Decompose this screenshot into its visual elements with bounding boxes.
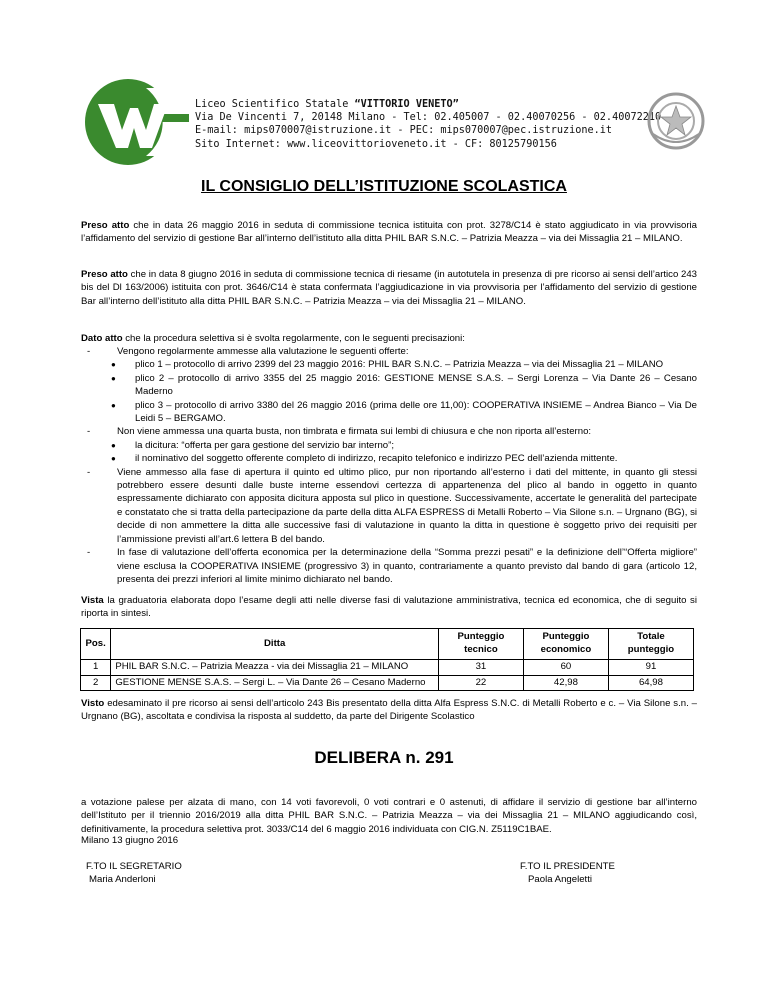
cell-pos: 2 bbox=[81, 675, 111, 691]
dash-marker: - bbox=[87, 346, 91, 357]
list-item-text: Non viene ammessa una quarta busta, non timbrata e firmata sui lembi di chiusura e che non riporta all’esterno: bbox=[117, 426, 592, 438]
bullet-item: ● plico 3 – protocollo di arrivo 3380 del 26 maggio 2016 (prima delle ore 11,00): COOPERATIVA INSIEME – Andrea Bianco – Via De Leidi 5 – BERGAMO. bbox=[111, 399, 697, 425]
table-header-row bbox=[81, 629, 694, 660]
list-item bbox=[81, 466, 697, 546]
school-name: “VITTORIO VENETO” bbox=[354, 99, 459, 110]
paragraph-dato-atto bbox=[81, 332, 697, 345]
cell-pos: 1 bbox=[81, 660, 111, 676]
lead-preso-atto: Preso atto bbox=[81, 269, 128, 280]
list-item bbox=[81, 425, 697, 438]
cell-economico: 60 bbox=[523, 660, 608, 676]
paragraph-vista bbox=[81, 594, 697, 621]
paragraph-visto bbox=[81, 697, 697, 724]
paragraph-text: la graduatoria elaborata dopo l’esame degli atti nelle diverse fasi di valutazione amministrativa, tecnica ed economica, che di seguito si riporta in sintesi. bbox=[81, 595, 697, 620]
paragraph-deliberation: a votazione palese per alzata di mano, con 14 voti favorevoli, 0 voti contrari e 0 astenuti, di affidare il servizio di gestione bar all’interno dell’Istituto per il triennio 2016/2019 alla ditta PHIL BAR S.N.C. – Patrizia Meazza – via dei Missaglia 21 – MILANO aggiudicando così, definitivamente, la procedura selettiva prot. 3033/C14 del 6 maggio 2016 individuata con CIG.N. Z5119C1BAE. bbox=[81, 797, 697, 835]
signature-name: Paola Angeletti bbox=[528, 873, 593, 885]
list-item-text: Viene ammesso alla fase di apertura il quinto ed ultimo plico, pur non riportando all’esterno i dati del mittente, in quanto gli stessi potrebbero essere desunti dalle buste interne essendovi certezza di appartenenza del plico al bando in oggetto in quanto espressamente dichiarato con apposita dicitura apposta sul plico in questione. Successivamente, accertate le generalità del partecipate e constatato che si tratta della partecipazione da parte della ditta ALFA ESPRESS di Metalli Roberto – Via Silone s.n. – Urgnano (BG), si decide di non ammettere la ditta alle successive fasi di valutazione in quanto la ditta in questione è soggetto privo dei requisiti per l’ammissione previsti all’art.6 lettera B del bando. bbox=[117, 466, 697, 545]
signature-secretary bbox=[86, 861, 182, 887]
liceo-w-logo-icon bbox=[84, 78, 189, 166]
dash-marker: - bbox=[87, 466, 91, 478]
signature-role: F.TO IL SEGRETARIO bbox=[86, 861, 182, 872]
header-punteggio-economico: Punteggio economico bbox=[523, 629, 608, 660]
signature-role: F.TO IL PRESIDENTE bbox=[520, 861, 615, 872]
signature-president bbox=[520, 861, 615, 887]
school-email: E-mail: mips070007@istruzione.it - PEC: mips070007@pec.istruzione.it bbox=[195, 125, 613, 137]
bullet-item: ● la dicitura: “offerta per gara gestione del servizio bar interno”; bbox=[111, 439, 394, 451]
cell-economico: 42,98 bbox=[523, 675, 608, 691]
paragraph-text: che la procedura selettiva si è svolta regolarmente, con le seguenti precisazioni: bbox=[122, 333, 465, 344]
ranking-table bbox=[80, 628, 694, 691]
header-punteggio-tecnico: Punteggio tecnico bbox=[438, 629, 523, 660]
cell-totale: 64,98 bbox=[608, 675, 693, 691]
paragraph-preso-atto-1 bbox=[81, 219, 697, 246]
lead-vista: Vista bbox=[81, 595, 104, 606]
precisazioni-list bbox=[81, 345, 697, 586]
paragraph-text: che in data 26 maggio 2016 in seduta di commissione tecnica istituita con prot. 3278/C14 è stato aggiudicato in via provvisoria l’affidamento del servizio di gestione Bar all’interno dell’istituto alla ditta PHIL BAR S.N.C. – Patrizia Meazza – via dei Missaglia 21 – MILANO. bbox=[81, 220, 697, 245]
paragraph-text: che in data 8 giugno 2016 in seduta di commissione tecnica di riesame (in autotutela in presenza di pre ricorso ai sensi dell’artico 243 bis del Dl 163/2006) istituita con prot. 3646/C14 è stata confermata l’aggiudicazione in via provvisoria per l’affidamento del servizio di gestione Bar all’interno dell’istituto alla ditta PHIL BAR S.N.C. – Patrizia Meazza – via dei Missaglia 21 – MILANO. bbox=[81, 269, 697, 307]
list-item-text: In fase di valutazione dell’offerta economica per la determinazione della “Somma prezzi pesati” e la definizione dell’“Offerta migliore” viene esclusa la COOPERATIVA INSIEME (progressivo 3) in quanto, contrariamente a quanto previsto dal bando di gara (articolo 12, presenta dei prezzi inferiori al limite minimo dichiarato nel bando. bbox=[117, 547, 697, 585]
lead-visto: Visto bbox=[81, 698, 105, 709]
table-row bbox=[81, 660, 694, 676]
lead-dato-atto: Dato atto bbox=[81, 333, 123, 344]
school-address: Via De Vincenti 7, 20148 Milano - Tel: 02.405007 - 02.40070256 - 02.40072210 bbox=[195, 112, 662, 124]
dash-marker: - bbox=[87, 426, 91, 438]
bullet-item: ● plico 1 – protocollo di arrivo 2399 del 23 maggio 2016: PHIL BAR S.N.C. – Patrizia Meazza – via dei Missaglia 21 – MILANO bbox=[111, 359, 664, 371]
document-title: IL CONSIGLIO DELL’ISTITUZIONE SCOLASTICA bbox=[201, 178, 567, 195]
cell-totale: 91 bbox=[608, 660, 693, 676]
header-ditta: Ditta bbox=[111, 629, 439, 660]
delibera-heading: DELIBERA n. 291 bbox=[314, 748, 454, 767]
header-pos: Pos. bbox=[81, 629, 111, 660]
lead-preso-atto: Preso atto bbox=[81, 220, 130, 231]
place-date: Milano 13 giugno 2016 bbox=[81, 835, 179, 846]
letterhead-text bbox=[195, 98, 661, 151]
letterhead bbox=[80, 78, 690, 166]
bullet-item: ● il nominativo del soggetto offerente completo di indirizzo, recapito telefonico e indirizzo PEC dell’azienda mittente. bbox=[111, 453, 618, 465]
cell-ditta: GESTIONE MENSE S.A.S. – Sergi L. – Via Dante 26 – Cesano Maderno bbox=[111, 675, 439, 691]
cell-tecnico: 22 bbox=[438, 675, 523, 691]
paragraph-text: edesaminato il pre ricorso ai sensi dell’articolo 243 Bis presentato della ditta Alfa Espress S.N.C. di Metalli Roberto e c. – Via Silone s.n. – Urgnano (BG), ascoltata e condivisa la risposta al suddetto, da parte del Dirigente Scolastico bbox=[81, 698, 697, 723]
list-item-text: Vengono regolarmente ammesse alla valutazione le seguenti offerte: bbox=[117, 346, 409, 357]
dash-marker: - bbox=[87, 547, 91, 559]
school-site: Sito Internet: www.liceovittorioveneto.it - CF: 80125790156 bbox=[195, 138, 557, 150]
table-row bbox=[81, 675, 694, 691]
signature-name: Maria Anderloni bbox=[89, 873, 156, 885]
header-totale-punteggio: Totale punteggio bbox=[608, 629, 693, 660]
italian-republic-emblem-icon bbox=[645, 90, 707, 152]
bullet-item: ● plico 2 – protocollo di arrivo 3355 del 25 maggio 2016: GESTIONE MENSE S.A.S. – Sergi Lorenza – Via Dante 26 – Cesano Maderno bbox=[111, 372, 697, 398]
paragraph-preso-atto-2 bbox=[81, 268, 697, 308]
school-name-prefix: Liceo Scientifico Statale bbox=[195, 99, 349, 110]
list-item bbox=[81, 546, 697, 586]
cell-tecnico: 31 bbox=[438, 660, 523, 676]
cell-ditta: PHIL BAR S.N.C. – Patrizia Meazza - via dei Missaglia 21 – MILANO bbox=[111, 660, 439, 676]
list-item bbox=[81, 345, 697, 358]
